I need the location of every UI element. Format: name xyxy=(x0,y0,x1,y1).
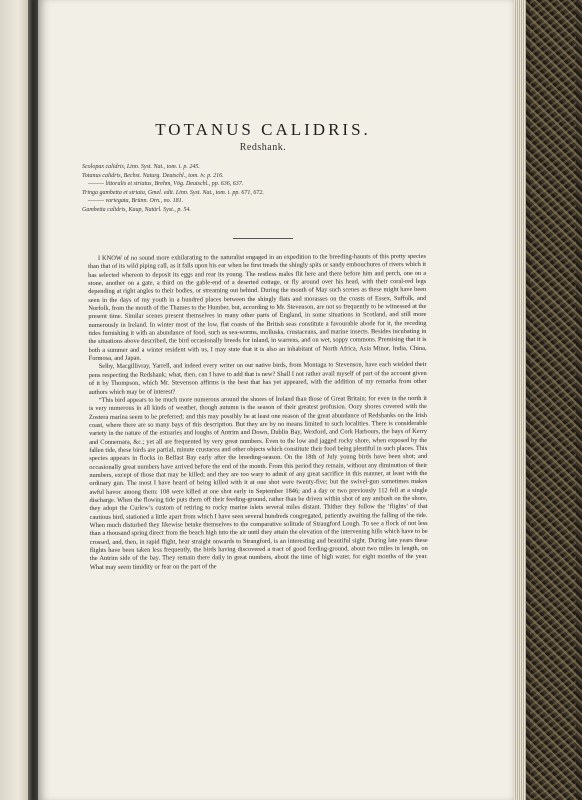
page-subtitle: Redshank. xyxy=(239,142,287,153)
synonym-line: Tringa gambetta et striata, Gmel. edit. Linn. Syst. Nat., tom. i. pp. 671, 672. xyxy=(82,189,264,196)
synonym-line: Scolopax calidris, Linn. Syst. Nat., tom. i. p. 245. xyxy=(82,164,200,170)
synonymy-list xyxy=(82,163,382,215)
body-text xyxy=(88,253,428,572)
page-stack-edges xyxy=(514,0,526,800)
synonym-line: Gambetta calidris, Kaup, Natürl. Syst., p. 54. xyxy=(82,206,191,213)
synonym-line: ——— variegata, Brünn. Orn., no. 181. xyxy=(88,198,184,205)
synonym-line: ——— littoralis et striatus, Brehm, Vög. Deutschl., pp. 636, 637. xyxy=(88,181,244,188)
paragraph: Selby, Macgillivray, Yarrell, and indeed every writer on our native birds, from Montagu to Stevenson, have each wielded their pens respecting the Redshank; what, then, can I have to add that is new? Shall I not rather avail myself of part of the account given of it by Thompson, which Mr. Stevenson affirms is the best that has yet appeared, with the addition of my remarks from other authors which may be of interest? xyxy=(88,361,427,396)
paragraph: I KNOW of no sound more exhilarating to the naturalist engaged in an expedition to the breeding-haunts of this pretty species than that of its wild piping call, as it falls upon his ear when he first treads the shingly spits or sandy embouchures of rivers which it has selected whereon to deposit its eggs and rear its young. The restless males flit here and there before him and perch, one on a stone, another on a gate, a third on the gable-end of a deserted cottage, or fly around over his head, with their coral-red legs depending at right angles to their bodies, or streaming out behind. During the month of May such scenes as these might have been seen in the days of my youth in a hundred places between the shingly flats and morasses on the coasts of Essex, Suffolk, and Norfolk, from the mouth of the Thames to the Humber, but, according to Mr. Stevenson, are not so frequently to be witnessed at the present time. Similar scenes present themselves in many other parts of England, in some situations in Scotland, and still more numerously in Ireland. In winter most of the low, flat coasts of the British seas constitute a favourable abode for it, the receding tides furnishing it with an abundance of food, such as sea-worms, mollusks, crustaceans, and marine insects. Besides incubating in the situations above described, the bird occasionally breeds for inland, in warrens, and on wet, soppy commons. Premising that it is both a summer and a winter resident with us, I may state that it is also an inhabitant of North Africa, Asia Minor, India, China, Formosa, and Japan. xyxy=(88,252,427,363)
section-divider xyxy=(233,238,293,239)
page-title: TOTANUS CALIDRIS. xyxy=(155,120,371,139)
previous-page-edge xyxy=(0,0,30,800)
synonym-line: Totanus calidris, Bechst. Naturg. Deutschl., tom. iv. p. 216. xyxy=(82,172,224,179)
paragraph: “This bird appears to be much more numerous around the shores of Ireland than those of Great Britain; for even in the north it is very numerous in all kinds of weather, though autumn is the season of their greatest profusion. Oozy shores covered with the Zostera marina seem to be preferred; and this may possibly be at least one reason of the great abundance of Redshanks on the Irish coast, where there are so many bays of this description. But they are by no means limited to such localities. There is considerable variety in the nature of the estuaries and loughs of Antrim and Down, Dublin Bay, Wexford, and Cork Harbours, the bays of Kerry and Connemara, &c.; yet all are frequented by very great numbers. Even to the low and jagged rocky shore, when exposed by the fallen tide, these birds are partial, minute crustacea and other objects which constitute their food being plentiful in such places. This species appears in flocks in Belfast Bay early after the breeding-season. On the 18th of July young birds have been shot; and occasionally great numbers have arrived before the end of the month. From this period they remain, without any diminution of their numbers, except of those that may be killed; and they are too wary to admit of any great sacrifice in this manner, at least with the ordinary gun. The most I have heard of being killed with it at one shot were twenty-five; but the swivel-gun sometimes makes awful havoc among them: 108 were killed at one shot early in September 1846; and a day or two previously 112 fell at a single discharge. When the flowing tide puts them off their feeding-ground, rather than be driven within shot of any ambush on the shore, they adopt the Curlew’s custom of retiring to rocky marine islets several miles distant. Thither they follow the ‘flights’ of that cautious bird, stationed a little apart from which I have seen several hundreds congregated, patiently awaiting the falling of the tide. When much disturbed they likewise betake themselves to the comparative solitude of Strangford Lough. To see a flock of not less than a thousand spring direct from the beach high into the air until they attain the elevation of the intervening hills which have to be crossed, and, then, in rapid flight, bear straight onwards to Strangford, is an interesting and beautiful sight. During late years these flights have been taken less frequently, the birds having discovered a tract of good feeding-ground, about two miles in length, on the Antrim side of the bay. They remain there daily in great numbers, about the time of high water, for eight months of the year. What may seem timidity or fear on the part of the xyxy=(88,394,428,571)
